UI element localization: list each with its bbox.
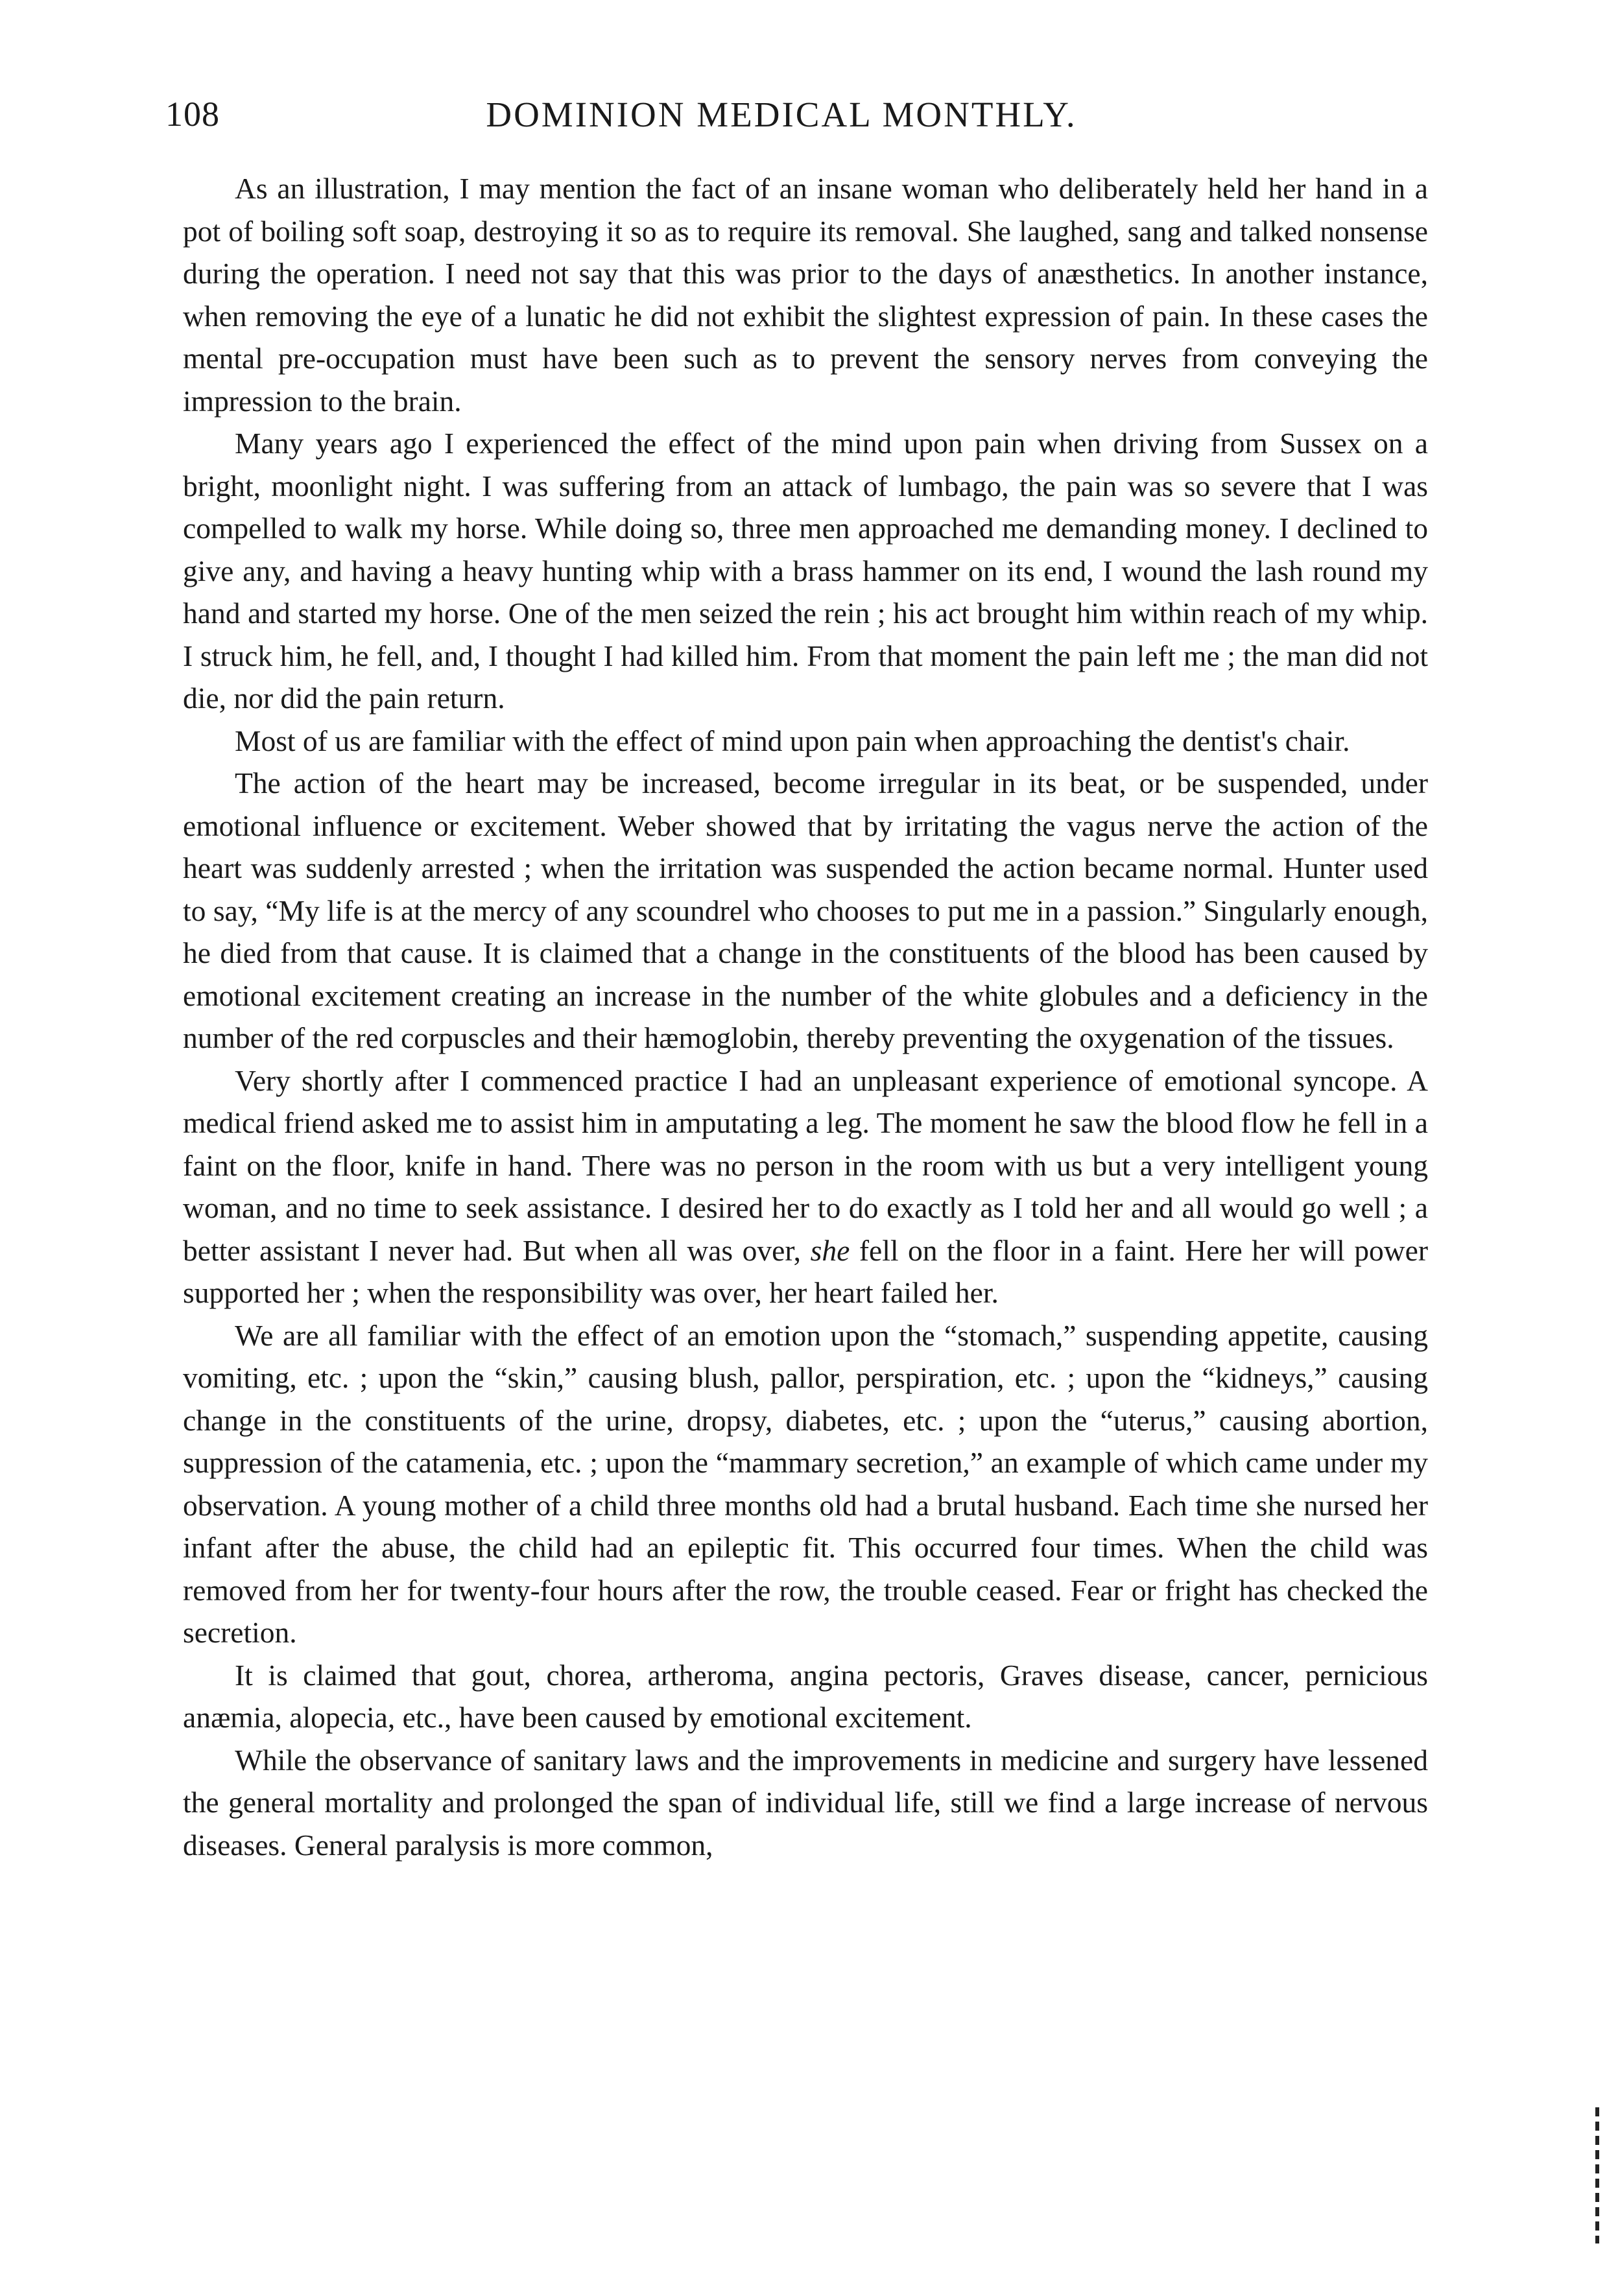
- paragraph-syncope: [183, 1059, 1428, 1314]
- paragraph-emotion-effects: We are all familiar with the effect of an emotion upon the “stomach,” suspending appetite, causing vomiting, etc. ; upon the “skin,” causing blush, pallor, perspiration, etc. ; upon the “kidneys,” causing change in the constituents of the urine, dropsy, diabetes, etc. ; upon the “uterus,” causing abortion, suppression of the catamenia, etc. ; upon the “mammary secretion,” an example of which came under my observation. A young mother of a child three months old had a brutal husband. Each time she nursed her infant after the abuse, the child had an epileptic fit. This occurred four times. When the child was removed from her for twenty-four hours after the row, the trouble ceased. Fear or fright has checked the secretion.: [183, 1318, 1428, 1649]
- page-header: [165, 94, 1398, 139]
- paragraph-dentist: Most of us are familiar with the effect of mind upon pain when approaching the dentist's chair.: [235, 724, 1350, 757]
- page-number: 108: [165, 95, 220, 134]
- margin-scan-mark: [1595, 2107, 1599, 2243]
- syncope-italic-she: she: [810, 1233, 850, 1267]
- syncope-text-after: fell on the floor in a faint. Here her will power supported her ; when the responsibility was over, her heart failed her.: [183, 1233, 1428, 1309]
- paragraph-heart: The action of the heart may be increased, become irregular in its beat, or be suspended, under emotional influence or excitement. Weber showed that by irritating the vagus nerve the action of the heart was suddenly arrested ; when the irritation was suspended the action became normal. Hunter used to say, “My life is at the mercy of any scoundrel who chooses to put me in a passion.” Singularly enough, he died from that cause. It is claimed that a change in the constituents of the blood has been caused by emotional excitement creating an increase in the number of the white globules and a deficiency in the number of the red corpuscles and their hæmoglobin, thereby preventing the oxygenation of the tissues.: [183, 766, 1428, 1054]
- paragraph-lumbago: Many years ago I experienced the effect of the mind upon pain when driving from Sussex on a bright, moonlight night. I was suffering from an attack of lumbago, the pain was so severe that I was compelled to walk my horse. While doing so, three men approached me demanding money. I declined to give any, and having a heavy hunting whip with a brass hammer on its end, I wound the lash round my hand and started my horse. One of the men seized the rein ; his act brought him within reach of my whip. I struck him, he fell, and, I thought I had killed him. From that moment the pain left me ; the man did not die, nor did the pain return.: [183, 427, 1428, 715]
- running-head: DOMINION MEDICAL MONTHLY.: [486, 95, 1077, 134]
- paragraph-sanitary: While the observance of sanitary laws and the improvements in medicine and surgery have lessened the general mortality and prolonged the span of individual life, still we find a large increase of nervous diseases. General paralysis is more common,: [183, 1743, 1428, 1862]
- syncope-text-before: Very shortly after I commenced practice I had an unpleasant experience of emotional syncope. A medical friend asked me to assist him in amputating a leg. The moment he saw the blood flow he fell in a faint on the floor, knife in hand. There was no person in the room with us but a very intelligent young woman, and no time to seek assistance. I desired her to do exactly as I told her and all would go well ; a better assistant I never had. But when all was over,: [183, 1063, 1428, 1267]
- paragraph-gout: It is claimed that gout, chorea, artheroma, angina pectoris, Graves disease, cancer, pernicious anæmia, alopecia, etc., have been caused by emotional excitement.: [183, 1658, 1428, 1734]
- paragraph-illustration: As an illustration, I may mention the fact of an insane woman who deliberately held her hand in a pot of boiling soft soap, destroying it so as to require its removal. She laughed, sang and talked nonsense during the operation. I need not say that this was prior to the days of anæsthetics. In another instance, when removing the eye of a lunatic he did not exhibit the slightest expression of pain. In these cases the mental pre-occupation must have been such as to prevent the sensory nerves from conveying the impression to the brain.: [183, 172, 1428, 418]
- body-text: [183, 167, 1428, 1866]
